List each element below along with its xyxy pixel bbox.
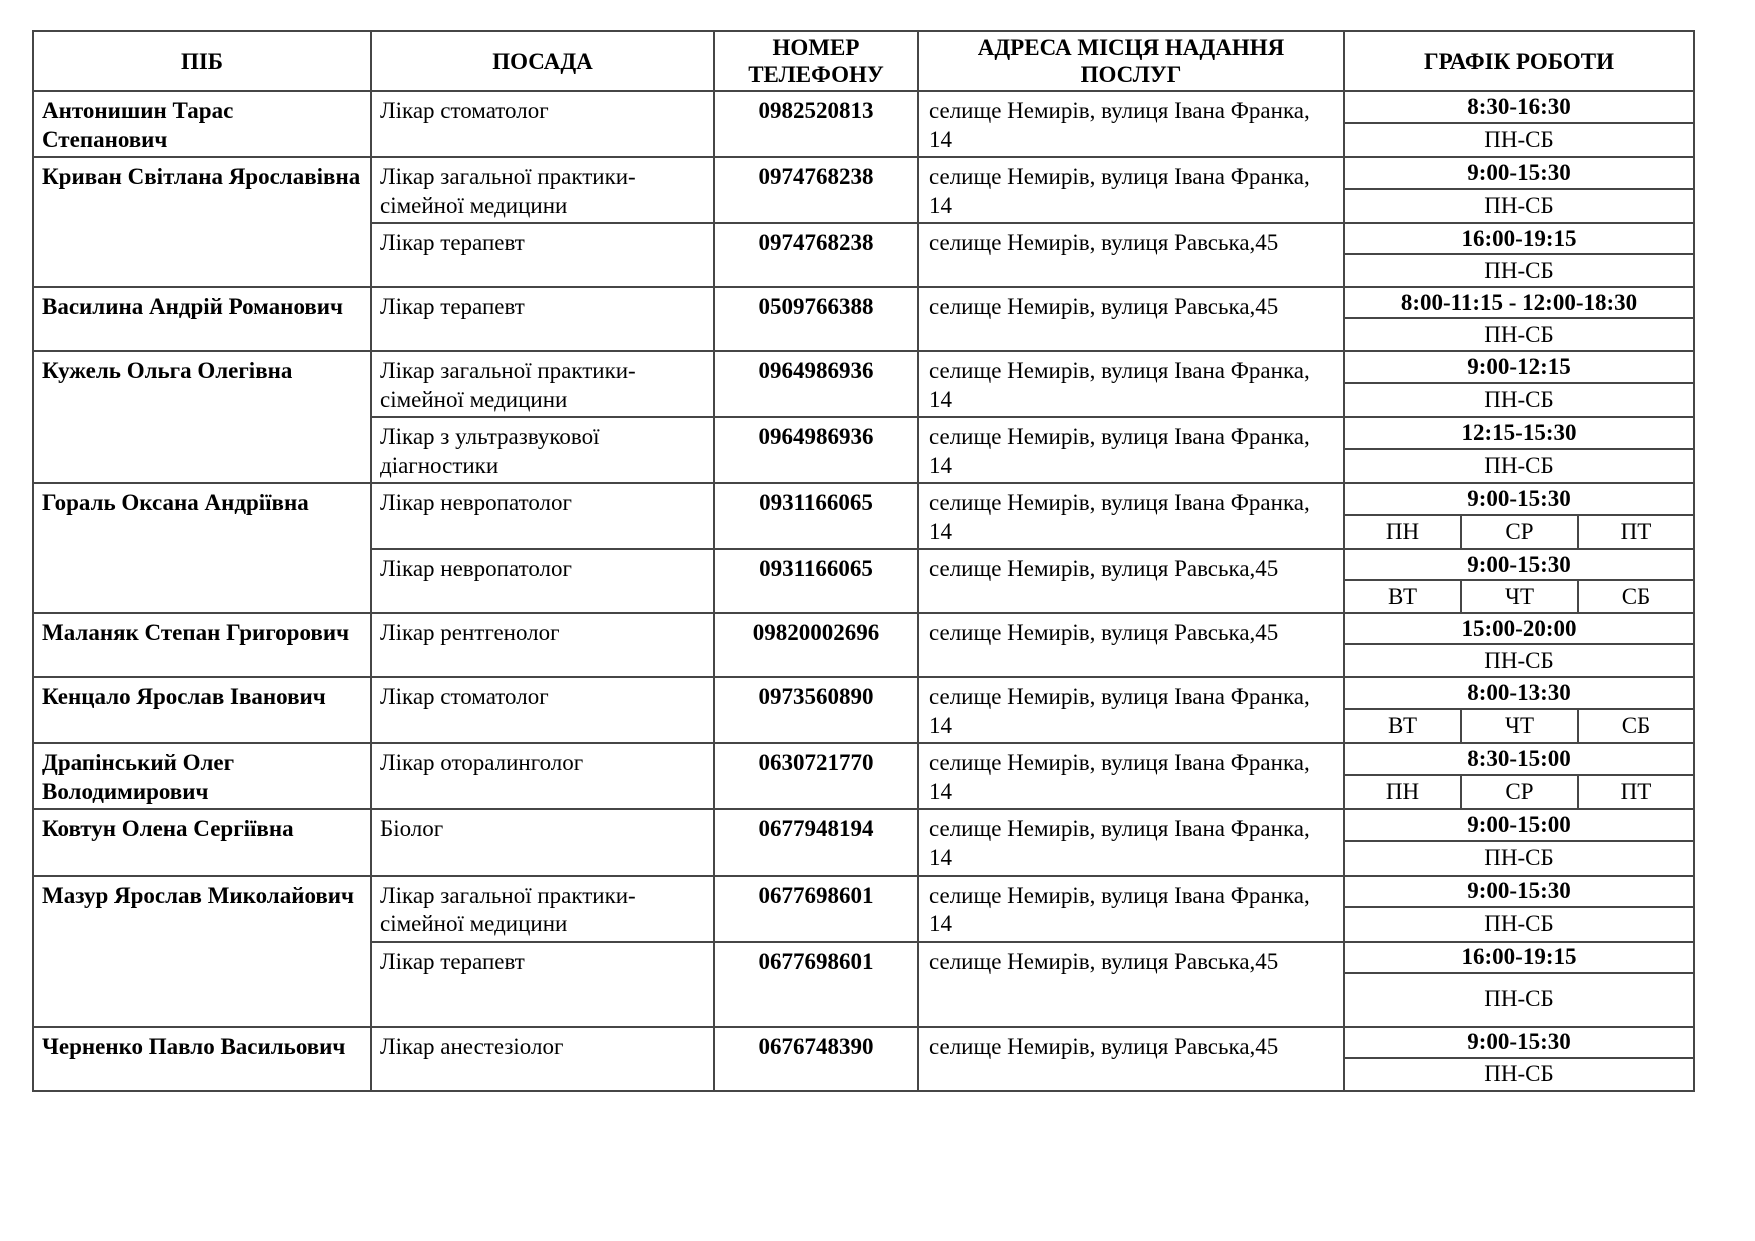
table-row bbox=[33, 351, 1694, 383]
phone-cell: 0677698601 bbox=[714, 942, 918, 1027]
work-day-cell: ПН bbox=[1344, 775, 1461, 809]
work-time-cell: 9:00-15:30 bbox=[1344, 157, 1694, 189]
work-days-cell: ПН-СБ bbox=[1344, 123, 1694, 157]
doctor-name-cell: Кужель Ольга Олегівна bbox=[33, 351, 371, 483]
position-cell: Лікар терапевт bbox=[371, 223, 714, 287]
table-body bbox=[33, 91, 1694, 1090]
work-time-cell: 16:00-19:15 bbox=[1344, 942, 1694, 973]
position-cell: Лікар стоматолог bbox=[371, 91, 714, 157]
position-cell: Лікар оторалинголог bbox=[371, 743, 714, 809]
position-cell: Лікар терапевт bbox=[371, 942, 714, 1027]
doctor-name-cell: Маланяк Степан Григорович bbox=[33, 613, 371, 677]
doctor-name-cell: Черненко Павло Васильович bbox=[33, 1027, 371, 1091]
doctor-name-cell: Кенцало Ярослав Іванович bbox=[33, 677, 371, 743]
address-cell: селище Немирів, вулиця Равська,45 bbox=[918, 549, 1344, 613]
address-cell: селище Немирів, вулиця Івана Франка, 14 bbox=[918, 417, 1344, 483]
header-cell-name: ПІБ bbox=[33, 31, 371, 91]
work-days-cell: ПН-СБ bbox=[1344, 973, 1694, 1027]
work-days-cell: ПН-СБ bbox=[1344, 449, 1694, 483]
address-cell: селище Немирів, вулиця Івана Франка, 14 bbox=[918, 677, 1344, 743]
work-time-cell: 9:00-15:30 bbox=[1344, 483, 1694, 515]
work-time-cell: 12:15-15:30 bbox=[1344, 417, 1694, 449]
doctor-name-cell: Антонишин Тарас Степанович bbox=[33, 91, 371, 157]
work-time-cell: 9:00-12:15 bbox=[1344, 351, 1694, 383]
work-days-cell: ПН-СБ bbox=[1344, 1058, 1694, 1091]
work-day-cell: СР bbox=[1461, 515, 1578, 549]
phone-cell: 0964986936 bbox=[714, 351, 918, 417]
phone-cell: 0974768238 bbox=[714, 223, 918, 287]
address-cell: селище Немирів, вулиця Івана Франка, 14 bbox=[918, 351, 1344, 417]
position-cell: Лікар стоматолог bbox=[371, 677, 714, 743]
work-day-cell: ЧТ bbox=[1461, 580, 1578, 613]
doctor-name-cell: Драпінський Олег Володимирович bbox=[33, 743, 371, 809]
work-time-cell: 8:00-11:15 - 12:00-18:30 bbox=[1344, 287, 1694, 318]
phone-cell: 0677698601 bbox=[714, 876, 918, 942]
table-row bbox=[33, 287, 1694, 318]
table-row bbox=[33, 613, 1694, 644]
position-cell: Лікар терапевт bbox=[371, 287, 714, 351]
work-time-cell: 9:00-15:30 bbox=[1344, 876, 1694, 908]
address-cell: селище Немирів, вулиця Івана Франка, 14 bbox=[918, 483, 1344, 549]
table-row bbox=[33, 483, 1694, 515]
work-days-cell: ПН-СБ bbox=[1344, 841, 1694, 875]
work-time-cell: 8:30-16:30 bbox=[1344, 91, 1694, 123]
work-time-cell: 15:00-20:00 bbox=[1344, 613, 1694, 644]
phone-cell: 09820002696 bbox=[714, 613, 918, 677]
position-cell: Лікар рентгенолог bbox=[371, 613, 714, 677]
phone-cell: 0973560890 bbox=[714, 677, 918, 743]
address-cell: селище Немирів, вулиця Івана Франка, 14 bbox=[918, 743, 1344, 809]
phone-cell: 0982520813 bbox=[714, 91, 918, 157]
doctor-name-cell: Ковтун Олена Сергіївна bbox=[33, 809, 371, 875]
table-row bbox=[33, 876, 1694, 908]
address-cell: селище Немирів, вулиця Равська,45 bbox=[918, 1027, 1344, 1091]
position-cell: Лікар невропатолог bbox=[371, 483, 714, 549]
work-time-cell: 9:00-15:00 bbox=[1344, 809, 1694, 841]
doctors-schedule-table bbox=[32, 30, 1695, 1092]
phone-cell: 0931166065 bbox=[714, 549, 918, 613]
address-cell: селище Немирів, вулиця Равська,45 bbox=[918, 942, 1344, 1027]
header-cell-position: ПОСАДА bbox=[371, 31, 714, 91]
position-cell: Біолог bbox=[371, 809, 714, 875]
address-cell: селище Немирів, вулиця Івана Франка, 14 bbox=[918, 876, 1344, 942]
position-cell: Лікар загальної практики-сімейної медицини bbox=[371, 157, 714, 223]
work-day-cell: ЧТ bbox=[1461, 709, 1578, 743]
address-cell: селище Немирів, вулиця Равська,45 bbox=[918, 613, 1344, 677]
doctor-name-cell: Мазур Ярослав Миколайович bbox=[33, 876, 371, 1027]
work-day-cell: СБ bbox=[1578, 709, 1694, 743]
position-cell: Лікар з ультразвукової діагностики bbox=[371, 417, 714, 483]
work-day-cell: ВТ bbox=[1344, 580, 1461, 613]
phone-cell: 0677948194 bbox=[714, 809, 918, 875]
work-time-cell: 8:00-13:30 bbox=[1344, 677, 1694, 709]
header-cell-schedule: ГРАФІК РОБОТИ bbox=[1344, 31, 1694, 91]
table-row bbox=[33, 1027, 1694, 1058]
work-day-cell: ПТ bbox=[1578, 775, 1694, 809]
doctor-name-cell: Гораль Оксана Андріївна bbox=[33, 483, 371, 613]
position-cell: Лікар загальної практики-сімейної медицини bbox=[371, 351, 714, 417]
header-cell-address: АДРЕСА МІСЦЯ НАДАННЯ ПОСЛУГ bbox=[918, 31, 1344, 91]
phone-cell: 0676748390 bbox=[714, 1027, 918, 1091]
doctor-name-cell: Василина Андрій Романович bbox=[33, 287, 371, 351]
table-row bbox=[33, 677, 1694, 709]
work-day-cell: СР bbox=[1461, 775, 1578, 809]
table-row bbox=[33, 157, 1694, 189]
table-row bbox=[33, 743, 1694, 775]
phone-cell: 0630721770 bbox=[714, 743, 918, 809]
work-time-cell: 9:00-15:30 bbox=[1344, 1027, 1694, 1058]
doctor-name-cell: Криван Світлана Ярославівна bbox=[33, 157, 371, 287]
position-cell: Лікар загальної практики-сімейної медицини bbox=[371, 876, 714, 942]
phone-cell: 0931166065 bbox=[714, 483, 918, 549]
header-cell-phone: НОМЕР ТЕЛЕФОНУ bbox=[714, 31, 918, 91]
header-row bbox=[33, 31, 1694, 91]
table-row bbox=[33, 91, 1694, 123]
work-days-cell: ПН-СБ bbox=[1344, 644, 1694, 677]
work-day-cell: ПН bbox=[1344, 515, 1461, 549]
work-time-cell: 8:30-15:00 bbox=[1344, 743, 1694, 775]
phone-cell: 0509766388 bbox=[714, 287, 918, 351]
position-cell: Лікар анестезіолог bbox=[371, 1027, 714, 1091]
address-cell: селище Немирів, вулиця Равська,45 bbox=[918, 223, 1344, 287]
work-days-cell: ПН-СБ bbox=[1344, 254, 1694, 287]
address-cell: селище Немирів, вулиця Івана Франка, 14 bbox=[918, 91, 1344, 157]
work-days-cell: ПН-СБ bbox=[1344, 383, 1694, 417]
work-time-cell: 9:00-15:30 bbox=[1344, 549, 1694, 580]
work-time-cell: 16:00-19:15 bbox=[1344, 223, 1694, 254]
phone-cell: 0974768238 bbox=[714, 157, 918, 223]
work-day-cell: СБ bbox=[1578, 580, 1694, 613]
work-day-cell: ВТ bbox=[1344, 709, 1461, 743]
address-cell: селище Немирів, вулиця Івана Франка, 14 bbox=[918, 809, 1344, 875]
table-row bbox=[33, 809, 1694, 841]
work-day-cell: ПТ bbox=[1578, 515, 1694, 549]
phone-cell: 0964986936 bbox=[714, 417, 918, 483]
work-days-cell: ПН-СБ bbox=[1344, 189, 1694, 223]
work-days-cell: ПН-СБ bbox=[1344, 907, 1694, 941]
address-cell: селище Немирів, вулиця Івана Франка, 14 bbox=[918, 157, 1344, 223]
address-cell: селище Немирів, вулиця Равська,45 bbox=[918, 287, 1344, 351]
work-days-cell: ПН-СБ bbox=[1344, 318, 1694, 351]
position-cell: Лікар невропатолог bbox=[371, 549, 714, 613]
